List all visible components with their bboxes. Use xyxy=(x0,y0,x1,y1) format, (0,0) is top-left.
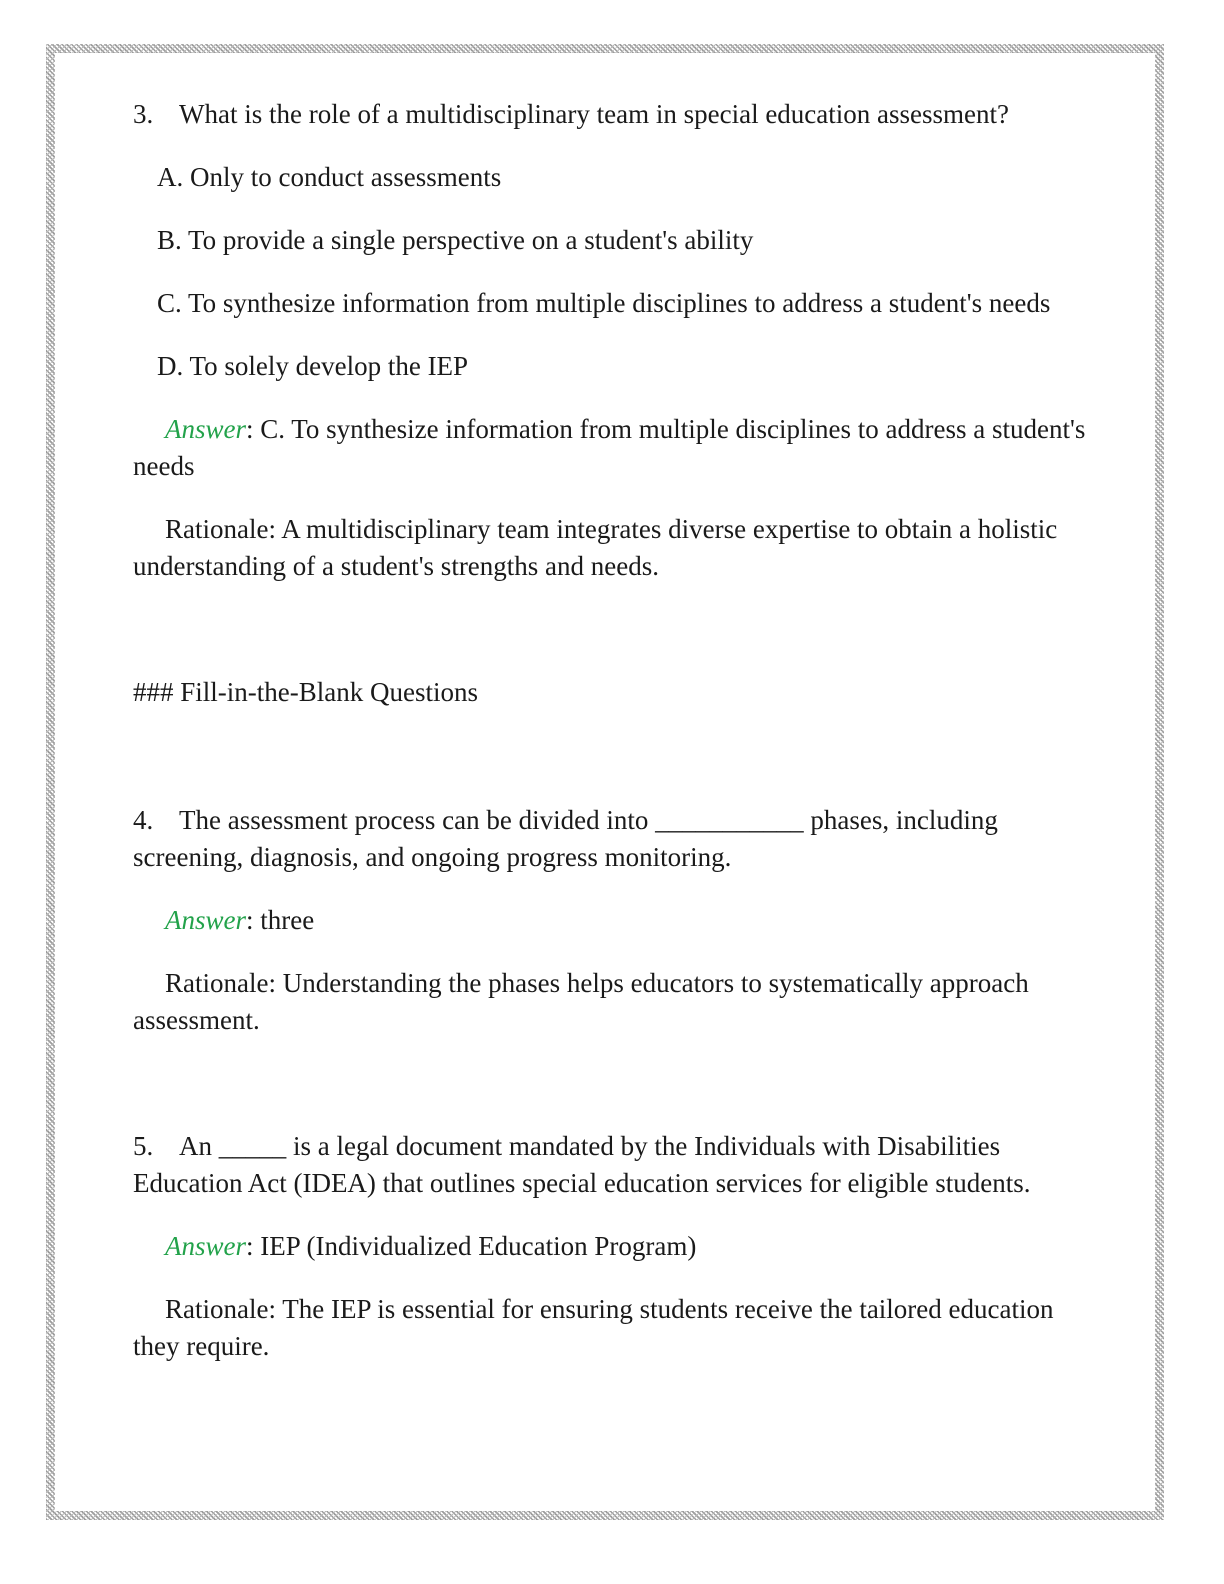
answer-text: : IEP (Individualized Education Program) xyxy=(246,1231,697,1261)
question-text: What is the role of a multidisciplinary team in special education assessment? xyxy=(179,99,1009,129)
question-3 xyxy=(133,96,1093,133)
question-number: 4. xyxy=(133,805,154,835)
answer-q4 xyxy=(133,902,1093,939)
question-number: 5. xyxy=(133,1131,154,1161)
answer-text: : three xyxy=(246,905,315,935)
question-5 xyxy=(133,1128,1093,1202)
option-a: A. Only to conduct assessments xyxy=(157,162,502,192)
document-body xyxy=(133,96,1093,1365)
rationale-q3: Rationale: A multidisciplinary team integrates diverse expertise to obtain a holistic understanding of a student's strengths and needs. xyxy=(133,514,1058,581)
option-d: D. To solely develop the IEP xyxy=(157,351,469,381)
rationale-q5: Rationale: The IEP is essential for ensuring students receive the tailored education they require. xyxy=(133,1294,1054,1361)
rationale-q4: Rationale: Understanding the phases helps educators to systematically approach assessment. xyxy=(133,968,1029,1035)
question-4 xyxy=(133,802,1093,876)
question-text: The assessment process can be divided into ___________ phases, including screening, diagnosis, and ongoing progress monitoring. xyxy=(133,805,998,872)
answer-q5 xyxy=(133,1228,1093,1265)
option-c: C. To synthesize information from multiple disciplines to address a student's needs xyxy=(157,288,1051,318)
answer-label: Answer xyxy=(165,1231,246,1261)
answer-text: : C. To synthesize information from multiple disciplines to address a student's needs xyxy=(133,414,1086,481)
option-b: B. To provide a single perspective on a student's ability xyxy=(157,225,754,255)
answer-label: Answer xyxy=(165,905,246,935)
section-heading: ### Fill-in-the-Blank Questions xyxy=(133,677,478,707)
answer-q3 xyxy=(133,411,1093,485)
question-number: 3. xyxy=(133,99,154,129)
question-text: An _____ is a legal document mandated by the Individuals with Disabilities Education Act (IDEA) that outlines special education services for eligible students. xyxy=(133,1131,1031,1198)
answer-label: Answer xyxy=(165,414,246,444)
